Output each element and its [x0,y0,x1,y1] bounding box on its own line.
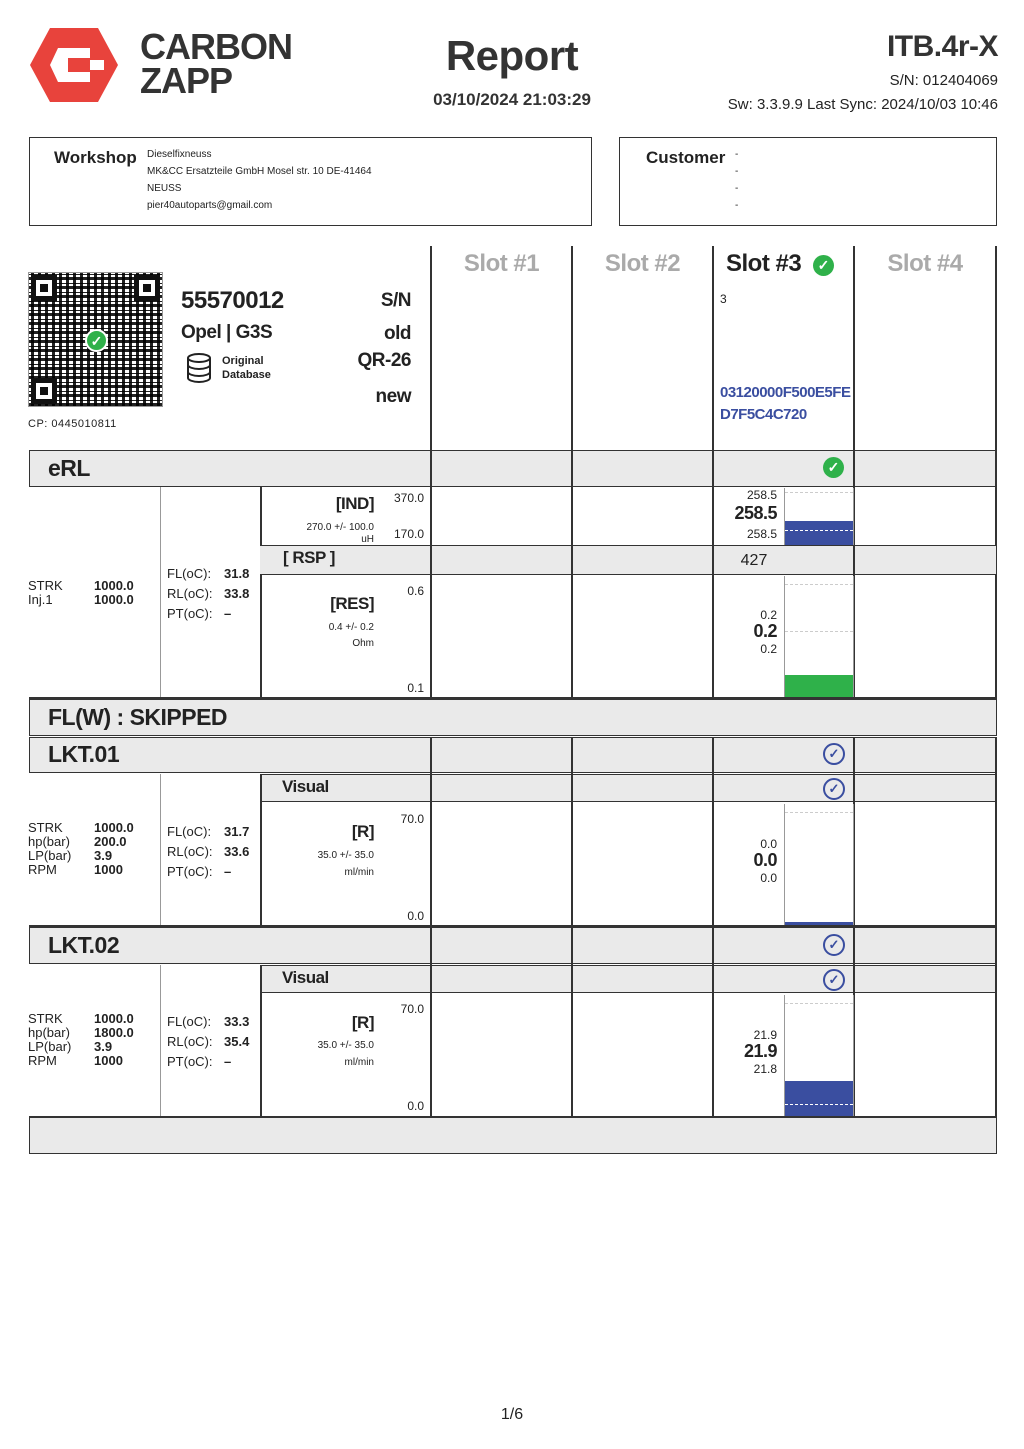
lkt01-r-top-value: 0.0 [760,837,777,851]
lkt02-header-row [29,927,997,964]
slot-3-header[interactable]: Slot #3 [726,250,802,277]
res-spec: 0.4 +/- 0.2 [328,622,374,633]
erl-temps: FL(oC): 31.8 RL(oC): 33.8 PT(oC): – [167,566,250,621]
lkt02-visual-label: Visual [282,968,329,987]
ind-min: 170.0 [393,527,424,541]
ind-label: [IND] [335,494,374,513]
workshop-box [29,137,592,226]
new-label: new [375,386,411,407]
res-top-value: 0.2 [760,608,777,622]
customer-box [619,137,997,226]
res-value: 0.2 [753,621,777,641]
report-title: Report [445,32,579,79]
lkt01-title: LKT.01 [48,741,120,767]
old-label: old [384,323,411,344]
ind-bar-track [784,488,854,545]
res-label: [RES] [330,594,374,613]
erl-header-row [29,450,997,487]
ind-unit: uH [361,534,374,545]
rsp-label: [ RSP ] [283,548,335,567]
lkt01-r-unit: ml/min [344,867,374,878]
brand-name: CARBON ZAPP [140,26,292,101]
brand-logo [28,26,120,104]
slot-1-header[interactable]: Slot #1 [463,250,540,277]
lkt01-r-value: 0.0 [753,850,777,870]
carbon-zapp-logo-icon [28,26,120,104]
res-unit: Ohm [352,638,374,649]
slot-4-header[interactable]: Slot #4 [887,250,963,277]
lkt01-r-bar-track [784,804,854,926]
flw-row [29,699,997,736]
erl-slot-3-pass-icon: ✓ [823,457,844,478]
customer-label: Customer [646,148,726,167]
page-number: 1/6 [500,1406,524,1423]
ind-max: 370.0 [393,491,424,505]
lkt02-r-bar-fill [785,1081,853,1117]
ind-bottom-value: 258.5 [746,527,777,541]
lkt02-params: STRK 1000.0 hp(bar) 1800.0 LP(bar) 3.9 RPM 1000 [28,1011,134,1068]
lkt01-visual-label: Visual [282,777,329,796]
flw-title: FL(W) : SKIPPED [48,704,228,730]
database-icon [186,353,212,388]
lkt02-r-top-value: 21.9 [753,1028,777,1042]
ind-spec: 270.0 +/- 100.0 [306,522,374,533]
lkt01-slot-3-check-icon: ✓ [823,743,845,765]
slot-3-qr-new: 03120000F500E5FE D7F5C4C720 [720,384,851,423]
lkt02-r-label: [R] [351,1013,374,1032]
slot-3-sn: 3 [720,292,727,306]
lkt01-r-bottom-value: 0.0 [760,871,777,885]
res-min: 0.1 [407,681,424,695]
device-sn: S/N: 012404069 [889,72,998,89]
lkt02-r-max: 70.0 [400,1002,424,1016]
qr-label: QR-26 [357,350,411,371]
erl-params: STRK 1000.0 Inj.1 1000.0 [28,578,134,607]
lkt01-visual-row [260,774,997,802]
customer-details: - - - - [735,149,739,211]
res-bar-fill [785,675,853,697]
lkt02-temps: FL(oC): 33.3 RL(oC): 35.4 PT(oC): – [167,1014,250,1069]
lkt02-r-value: 21.9 [743,1041,777,1061]
qr-valid-icon: ✓ [85,329,108,352]
lkt02-r-unit: ml/min [344,1057,374,1068]
qr-code [28,272,163,407]
lkt01-r-max: 70.0 [400,812,424,826]
lkt02-r-min: 0.0 [407,1099,424,1113]
res-bottom-value: 0.2 [760,642,777,656]
lkt02-visual-check-icon: ✓ [823,969,845,991]
res-max: 0.6 [407,584,424,598]
lkt02-slot-3-check-icon: ✓ [823,934,845,956]
slot-3-pass-icon: ✓ [813,255,834,276]
lkt02-r-bar-track [784,995,854,1117]
rsp-value: 427 [740,552,768,569]
cp-number: CP: 0445010811 [28,418,117,430]
workshop-details: Dieselfixneuss MK&CC Ersatzteile GmbH Mosel str. 10 DE-41464 NEUSS pier40autoparts@gmail.com [147,149,372,211]
workshop-label: Workshop [54,148,137,167]
ind-value: 258.5 [734,503,777,523]
lkt02-r-spec: 35.0 +/- 35.0 [317,1040,374,1051]
database-label: Original Database [222,355,271,381]
lkt01-params: STRK 1000.0 hp(bar) 200.0 LP(bar) 3.9 RPM 1000 [28,820,134,877]
device-sw: Sw: 3.3.9.9 Last Sync: 2024/10/03 10:46 [727,96,998,113]
lkt01-r-label: [R] [351,822,374,841]
device-model: ITB.4r-X [886,30,998,63]
lkt01-r-spec: 35.0 +/- 35.0 [317,850,374,861]
lkt02-visual-row [260,965,997,993]
lkt02-r-bottom-value: 21.8 [753,1062,777,1076]
slot-2-header[interactable]: Slot #2 [604,250,681,277]
table-footer-bar [29,1117,997,1154]
lkt01-header-row [29,737,997,773]
lkt02-title: LKT.02 [48,932,120,958]
lkt01-visual-check-icon: ✓ [823,778,845,800]
part-make: Opel | G3S [181,322,273,343]
erl-title: eRL [48,455,90,481]
lkt01-r-min: 0.0 [407,909,424,923]
ind-bar-fill [785,521,853,545]
ind-top-value: 258.5 [746,488,777,502]
part-number: 55570012 [181,287,284,314]
report-datetime: 03/10/2024 21:03:29 [433,90,591,109]
rsp-row [260,545,997,575]
res-bar-track [784,576,854,697]
lkt01-temps: FL(oC): 31.7 RL(oC): 33.6 PT(oC): – [167,824,250,879]
sn-label: S/N [380,290,411,311]
